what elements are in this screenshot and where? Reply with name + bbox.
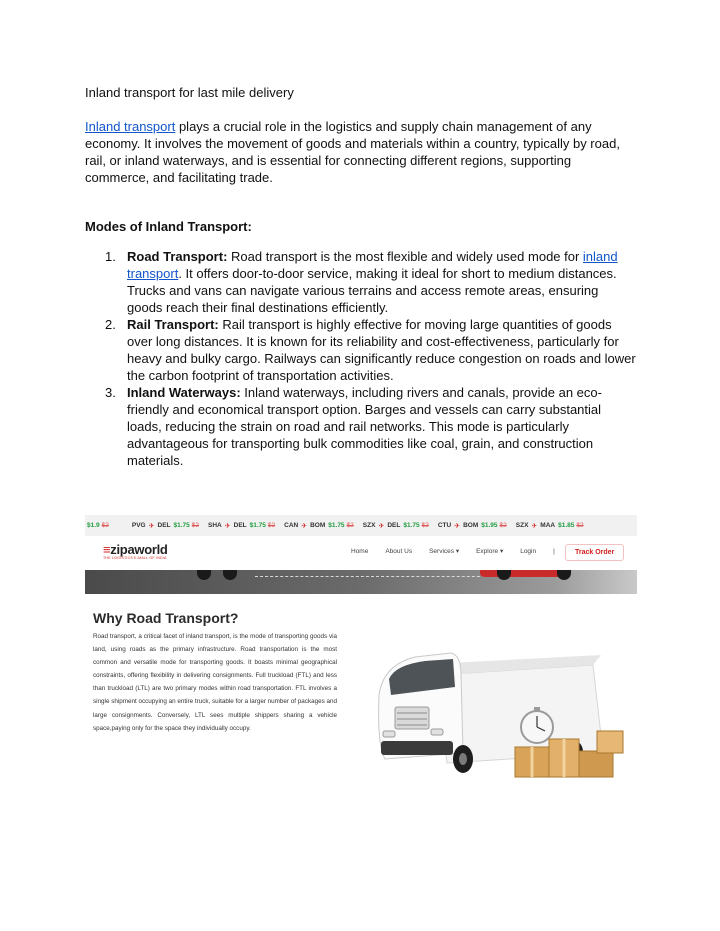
embedded-website-screenshot (85, 515, 637, 780)
ticker-price: $1.75 (328, 522, 345, 529)
mode-text: Rail transport is highly effective for moving large quantities of goods over long distances. It is known for its reliability and cost-effectiveness, particularly for heavy and bulky cargo. Railways can significantly reduce congestion on roads and lower the carbon footprint of transportation activities. (127, 317, 636, 383)
logo-wordmark (103, 542, 168, 557)
logo-prefix: zip (110, 542, 128, 557)
mode-label: Inland Waterways: (127, 385, 241, 400)
plane-icon: ✈ (378, 522, 385, 530)
ticker-price: $1.75 (173, 522, 190, 529)
nav-separator: | (553, 547, 555, 555)
nav-about[interactable]: About Us (385, 547, 413, 555)
logo-arrows-icon: ≡ (103, 542, 111, 557)
truck-wheel (197, 570, 211, 580)
ticker-item (87, 522, 109, 529)
ticker-old-price: $2 (499, 522, 507, 529)
ticker-price: $1.75 (249, 522, 266, 529)
modes-list (85, 248, 637, 469)
headlight (383, 731, 395, 737)
nav-menu (351, 547, 572, 555)
hero-banner (85, 570, 637, 594)
logo-suffix: aworld (127, 542, 168, 557)
list-item-waterways (85, 384, 637, 469)
ticker-price: $1.9 (87, 522, 100, 529)
ticker-item (438, 522, 507, 530)
inland-transport-link[interactable]: Inland transport (85, 119, 176, 134)
ticker-to: DEL (157, 522, 171, 529)
grille (395, 707, 429, 729)
ticker-old-price: $2 (421, 522, 429, 529)
ticker-from: PVG (131, 522, 146, 529)
ticker-item (132, 522, 199, 530)
plane-icon: ✈ (224, 522, 231, 530)
logo-tagline: THE LOGISTICS E-MALL OF INDIA (103, 556, 167, 560)
ticker-from: SZX (362, 522, 376, 529)
list-number: 2. (105, 317, 116, 332)
ticker-to: DEL (233, 522, 247, 529)
ticker-price: $1.85 (558, 522, 575, 529)
ticker-to: MAA (540, 522, 556, 529)
price-ticker (85, 515, 637, 536)
ticker-old-price: $2 (101, 522, 109, 529)
ticker-from: SHA (208, 522, 222, 529)
zipaworld-logo[interactable] (103, 542, 168, 560)
ticker-item (363, 522, 429, 530)
intro-paragraph (85, 118, 635, 186)
truck-wheel (223, 570, 237, 580)
ticker-to: BOM (310, 522, 326, 529)
nav-services[interactable]: Services ▾ (429, 548, 460, 555)
nav-explore[interactable]: Explore ▾ (476, 548, 504, 555)
mode-text: . It offers door-to-door service, making it ideal for short to medium distances. Trucks and vans can navigate various terrains and access remote areas, ensuring goods reach their final destinations efficiently. (127, 266, 617, 315)
track-order-button[interactable]: Track Order (565, 544, 624, 561)
ticker-price: $1.75 (403, 522, 420, 529)
bumper (381, 741, 453, 755)
mode-label: Rail Transport: (127, 317, 219, 332)
why-road-transport-text: Road transport, a critical facet of inland transport, is the mode of transporting goods via land, using roads as the primary infrastructure. Road transportation is the most common and versatile mode for transporting goods. It boasts minimal geographical constraints, offering flexibility in delivering consignments. Full truckload (FTL) and less than truckload (LTL) are two primary modes within road transportation. FTL involves a single shipment occupying an entire truck, suitable for a larger number of packages and large consignments. Conversely, LTL sees multiple shippers sharing a vehicle space,paying only for the space they individually occupy. (93, 633, 337, 732)
road-marking (255, 576, 495, 578)
truck-wheel (459, 753, 467, 765)
ticker-item (516, 522, 584, 530)
list-item-rail (85, 316, 637, 384)
list-item-road (85, 248, 637, 316)
ticker-old-price: $2 (267, 522, 276, 529)
truck-illustration (365, 635, 637, 780)
plane-icon: ✈ (301, 522, 308, 530)
mode-label: Road Transport: (127, 249, 228, 264)
ticker-from: CTU (437, 522, 452, 529)
cardboard-box (597, 731, 623, 753)
intro-text: plays a crucial role in the logistics and supply chain management of any economy. It involves the movement of goods and materials within a country, typically by road, rail, or inland waterways, and is essential for connecting different regions, supporting commerce, and facilitating trade. (85, 119, 620, 185)
list-number: 3. (105, 385, 116, 400)
ticker-item (284, 522, 354, 530)
plane-icon: ✈ (454, 522, 461, 530)
ticker-item (208, 522, 275, 530)
ticker-to: BOM (463, 522, 479, 529)
document-title: Inland transport for last mile delivery (85, 85, 294, 100)
headlight (431, 729, 443, 735)
mode-text: Inland waterways, including rivers and canals, provide an eco-friendly and economical transport option. Barges and vessels can carry substantial loads, reducing the strain on road and rail networks. This mode is particularly advantageous for transporting bulk commodities like coal, grain, and construction materials. (127, 385, 602, 468)
ticker-old-price: $2 (191, 522, 200, 529)
plane-icon: ✈ (148, 522, 155, 530)
truck-wheel (557, 570, 571, 580)
ticker-old-price: $2 (576, 522, 584, 529)
ticker-from: CAN (284, 522, 299, 529)
cardboard-box (579, 751, 613, 777)
ticker-to: DEL (387, 522, 401, 529)
nav-login[interactable]: Login (520, 547, 537, 555)
modes-heading: Modes of Inland Transport: (85, 219, 252, 234)
list-number: 1. (105, 249, 116, 264)
why-road-transport-title: Why Road Transport? (93, 610, 239, 626)
inland-transport-link[interactable]: inland transport (127, 249, 618, 281)
ticker-old-price: $2 (346, 522, 354, 529)
site-navbar (85, 536, 637, 570)
nav-home[interactable]: Home (351, 547, 369, 555)
ticker-price: $1.95 (481, 522, 498, 529)
truck-wheel (497, 570, 511, 580)
plane-icon: ✈ (531, 522, 538, 530)
mode-text: Road transport is the most flexible and widely used mode for (227, 249, 583, 264)
ticker-from: SZX (515, 522, 529, 529)
